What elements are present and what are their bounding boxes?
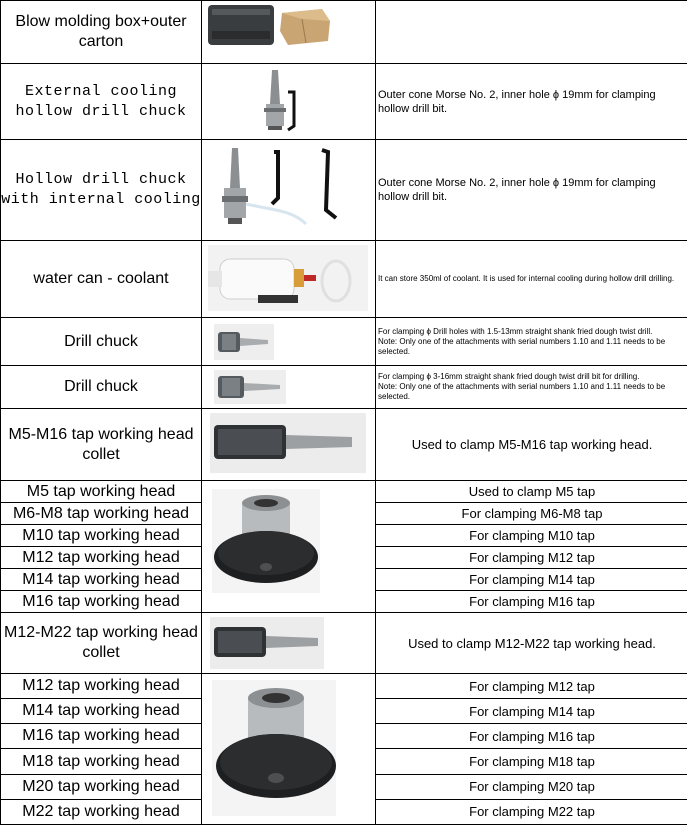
description-text: For clamping ϕ 3-16mm straight shank fried dough twist drill bit for drilling. [378,372,687,382]
item-description: Used to clamp M5-M16 tap working head. [376,409,687,481]
item-description [376,1,687,64]
item-description: For clamping M12 tap [376,674,687,699]
internal-cooling-chuck-image [202,140,376,241]
description-note: Note: Only one of the attachments with serial numbers 1.10 and 1.11 needs to be selected. [378,337,687,357]
description-text: For clamping ϕ Drill holes with 1.5-13mm straight shank fried dough twist drill. [378,327,687,337]
item-name: M16 tap working head [1,591,202,613]
table-row [1,366,687,409]
drill-chuck-image [202,318,376,366]
item-description [376,318,687,366]
item-name: Blow molding box+outer carton [1,1,202,64]
item-description: For clamping M16 tap [376,724,687,749]
external-cooling-chuck-image [202,64,376,140]
tap-working-head-image [202,674,376,825]
item-description: Outer cone Morse No. 2, inner hole ϕ 19mm for clamping hollow drill bit. [376,64,687,140]
table-row [1,481,687,503]
item-name: Hollow drill chuck with internal cooling [1,140,202,241]
item-description: It can store 350ml of coolant. It is used for internal cooling during hollow drill drilling. [376,241,687,318]
box-image [202,1,376,64]
water-can-image [202,241,376,318]
item-description: For clamping M22 tap [376,799,687,824]
item-name: External cooling hollow drill chuck [1,64,202,140]
item-name: Drill chuck [1,318,202,366]
item-name: M14 tap working head [1,569,202,591]
item-name: M12 tap working head [1,547,202,569]
item-description: For clamping M18 tap [376,749,687,774]
item-name: M14 tap working head [1,699,202,724]
item-description: For clamping M16 tap [376,591,687,613]
item-name: water can - coolant [1,241,202,318]
item-description: Outer cone Morse No. 2, inner hole ϕ 19mm for clamping hollow drill bit. [376,140,687,241]
item-description: For clamping M20 tap [376,774,687,799]
table-row [1,1,687,64]
item-name: M22 tap working head [1,799,202,824]
item-name: M20 tap working head [1,774,202,799]
tap-collet-image [202,409,376,481]
description-note: Note: Only one of the attachments with serial numbers 1.10 and 1.11 needs to be selected. [378,382,687,402]
item-description: Used to clamp M12-M22 tap working head. [376,613,687,674]
table-row [1,409,687,481]
table-row [1,140,687,241]
item-name: M16 tap working head [1,724,202,749]
table-row [1,318,687,366]
item-description: For clamping M14 tap [376,569,687,591]
item-name: M5 tap working head [1,481,202,503]
item-name: M12 tap working head [1,674,202,699]
table-row [1,674,687,699]
item-description: For clamping M12 tap [376,547,687,569]
tap-collet-image [202,613,376,674]
item-name: M12-M22 tap working head collet [1,613,202,674]
item-name: M18 tap working head [1,749,202,774]
item-description: For clamping M6-M8 tap [376,503,687,525]
item-description: For clamping M10 tap [376,525,687,547]
table-row [1,613,687,674]
item-name: M6-M8 tap working head [1,503,202,525]
item-name: M5-M16 tap working head collet [1,409,202,481]
item-description: Used to clamp M5 tap [376,481,687,503]
item-description [376,366,687,409]
table-row [1,241,687,318]
item-name: M10 tap working head [1,525,202,547]
item-description: For clamping M14 tap [376,699,687,724]
table-row [1,64,687,140]
tap-working-head-image [202,481,376,613]
item-name: Drill chuck [1,366,202,409]
drill-chuck-image [202,366,376,409]
